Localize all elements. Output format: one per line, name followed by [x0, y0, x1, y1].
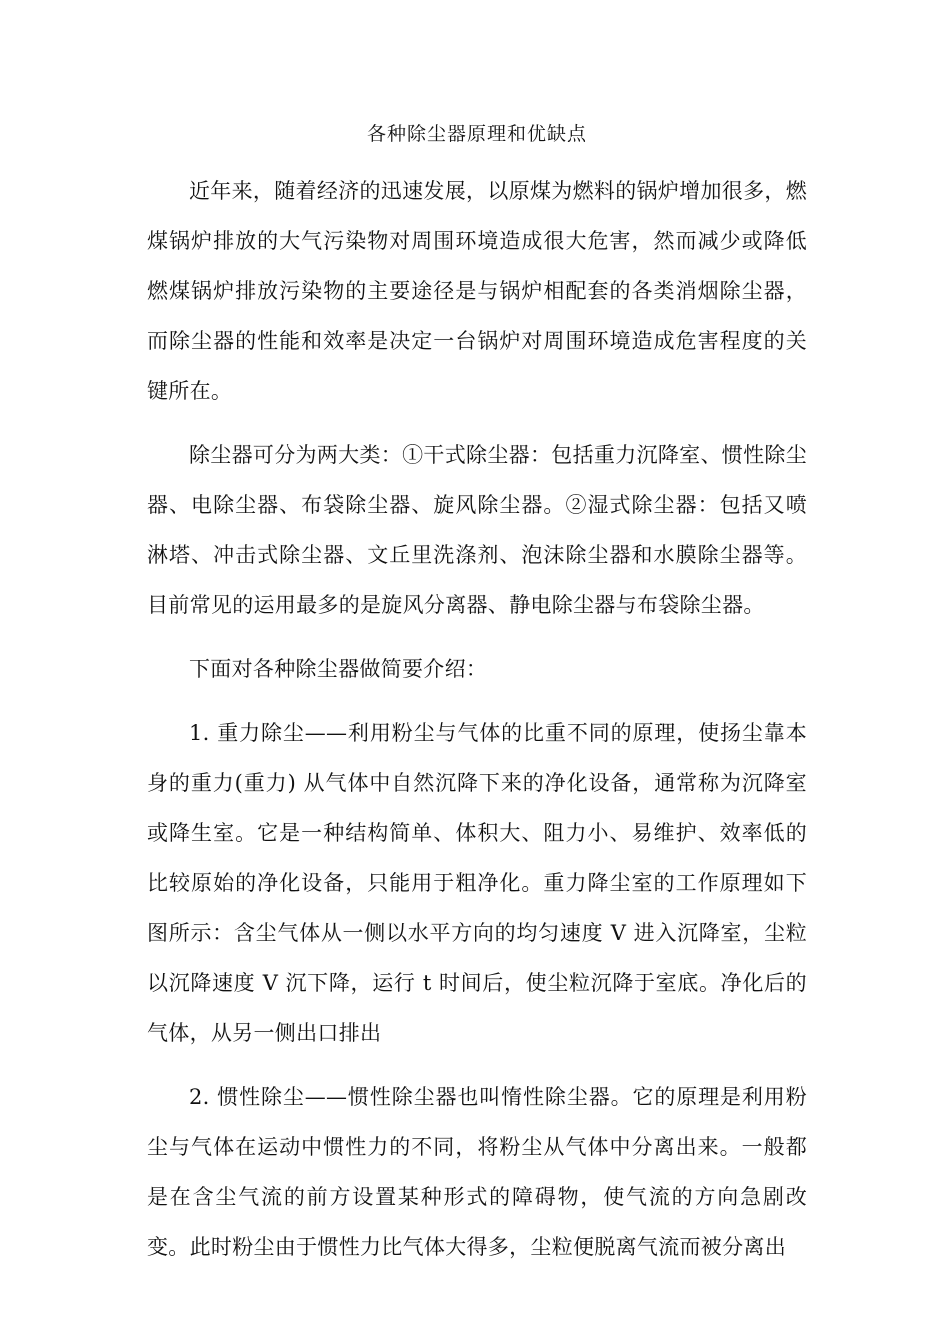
document-body — [147, 120, 807, 1286]
paragraph-intro: 近年来，随着经济的迅速发展，以原煤为燃料的锅炉增加很多，燃煤锅炉排放的大气污染物对周围环境造成很大危害，然而减少或降低燃煤锅炉排放污染物的主要途径是与锅炉相配套的各类消烟除尘器，而除尘器的性能和效率是决定一台锅炉对周围环境造成危害程度的关键所在。 — [147, 179, 807, 403]
paragraph-gravity-dust-removal: 1. 重力除尘——利用粉尘与气体的比重不同的原理，使扬尘靠本身的重力(重力) 从气体中自然沉降下来的净化设备，通常称为沉降室或降生室。它是一种结构简单、体积大、阻力小、易维护、效率低的比较原始的净化设备，只能用于粗净化。重力降尘室的工作原理如下图所示：含尘气体从一侧以水平方向的均匀速度 V 进入沉降室，尘粒以沉降速度 V 沉下降，运行 t 时间后，使尘粒沉降于室底。净化后的气体，从另一侧出口排出 — [147, 721, 807, 1045]
paragraph-overview: 下面对各种除尘器做简要介绍： — [189, 657, 488, 681]
document-title: 各种除尘器原理和优缺点 — [366, 123, 587, 145]
paragraph-classification: 除尘器可分为两大类：①干式除尘器：包括重力沉降室、惯性除尘器、电除尘器、布袋除尘器、旋风除尘器。②湿式除尘器：包括又喷淋塔、冲击式除尘器、文丘里洗涤剂、泡沫除尘器和水膜除尘器等。目前常见的运用最多的是旋风分离器、静电除尘器与布袋除尘器。 — [147, 443, 807, 617]
paragraph-inertial-dust-removal: 2. 惯性除尘——惯性除尘器也叫惰性除尘器。它的原理是利用粉尘与气体在运动中惯性力的不同，将粉尘从气体中分离出来。一般都是在含尘气流的前方设置某种形式的障碍物，使气流的方向急剧改变。此时粉尘由于惯性力比气体大得多，尘粒便脱离气流而被分离出 — [147, 1085, 807, 1259]
